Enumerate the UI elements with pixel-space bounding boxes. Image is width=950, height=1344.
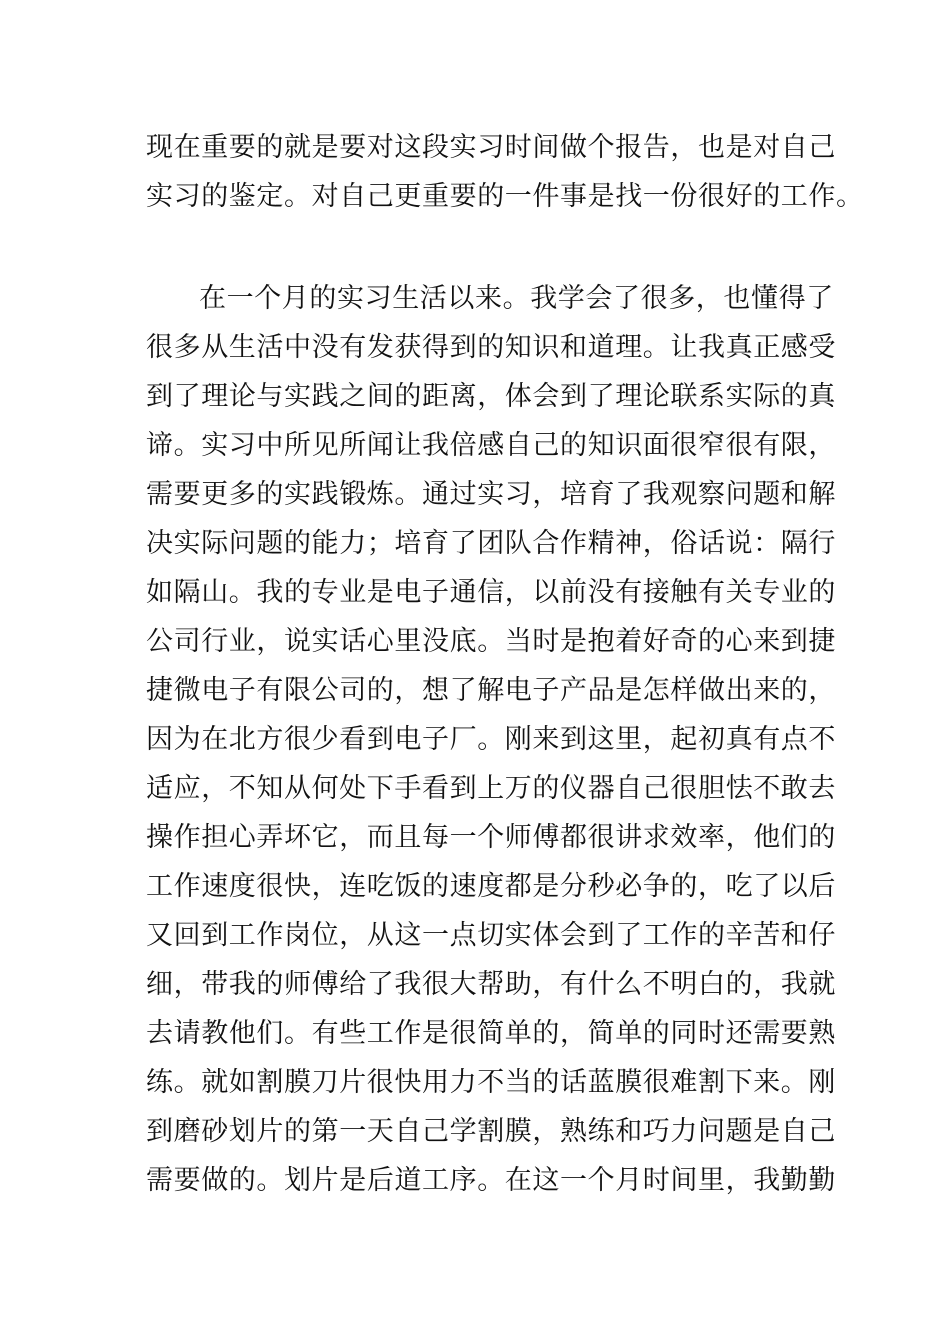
text-line: 需要更多的实践锻炼。通过实习，培育了我观察问题和解 xyxy=(146,479,836,510)
text-line: 如隔山。我的专业是电子通信，以前没有接触有关专业的 xyxy=(146,577,836,608)
text-line: 需要做的。划片是后道工序。在这一个月时间里，我勤勤 xyxy=(146,1165,836,1196)
text-line: 捷微电子有限公司的，想了解电子产品是怎样做出来的， xyxy=(146,675,836,706)
text-line: 公司行业，说实话心里没底。当时是抱着好奇的心来到捷 xyxy=(146,626,836,657)
text-line: 实习的鉴定。对自己更重要的一件事是找一份很好的工作。 xyxy=(146,181,864,212)
text-line: 又回到工作岗位，从这一点切实体会到了工作的辛苦和仔 xyxy=(146,920,836,951)
text-line: 在一个月的实习生活以来。我学会了很多，也懂得了 xyxy=(199,283,834,314)
text-line: 现在重要的就是要对这段实习时间做个报告，也是对自己 xyxy=(146,132,836,163)
text-line: 细，带我的师傅给了我很大帮助，有什么不明白的，我就 xyxy=(146,969,836,1000)
text-line: 练。就如割膜刀片很快用力不当的话蓝膜很难割下来。刚 xyxy=(146,1067,836,1098)
text-line: 工作速度很快，连吃饭的速度都是分秒必争的，吃了以后 xyxy=(146,871,836,902)
text-line: 操作担心弄坏它，而且每一个师傅都很讲求效率，他们的 xyxy=(146,822,836,853)
text-line: 到磨砂划片的第一天自己学割膜，熟练和巧力问题是自己 xyxy=(146,1116,836,1147)
text-line: 去请教他们。有些工作是很简单的，简单的同时还需要熟 xyxy=(146,1018,836,1049)
text-line: 适应，不知从何处下手看到上万的仪器自己很胆怯不敢去 xyxy=(146,773,836,804)
text-line: 很多从生活中没有发获得到的知识和道理。让我真正感受 xyxy=(146,332,836,363)
text-line: 决实际问题的能力；培育了团队合作精神，俗话说：隔行 xyxy=(146,528,836,559)
text-line: 因为在北方很少看到电子厂。刚来到这里，起初真有点不 xyxy=(146,724,836,755)
text-line: 谛。实习中所见所闻让我倍感自己的知识面很窄很有限， xyxy=(146,430,836,461)
text-line: 到了理论与实践之间的距离，体会到了理论联系实际的真 xyxy=(146,381,836,412)
